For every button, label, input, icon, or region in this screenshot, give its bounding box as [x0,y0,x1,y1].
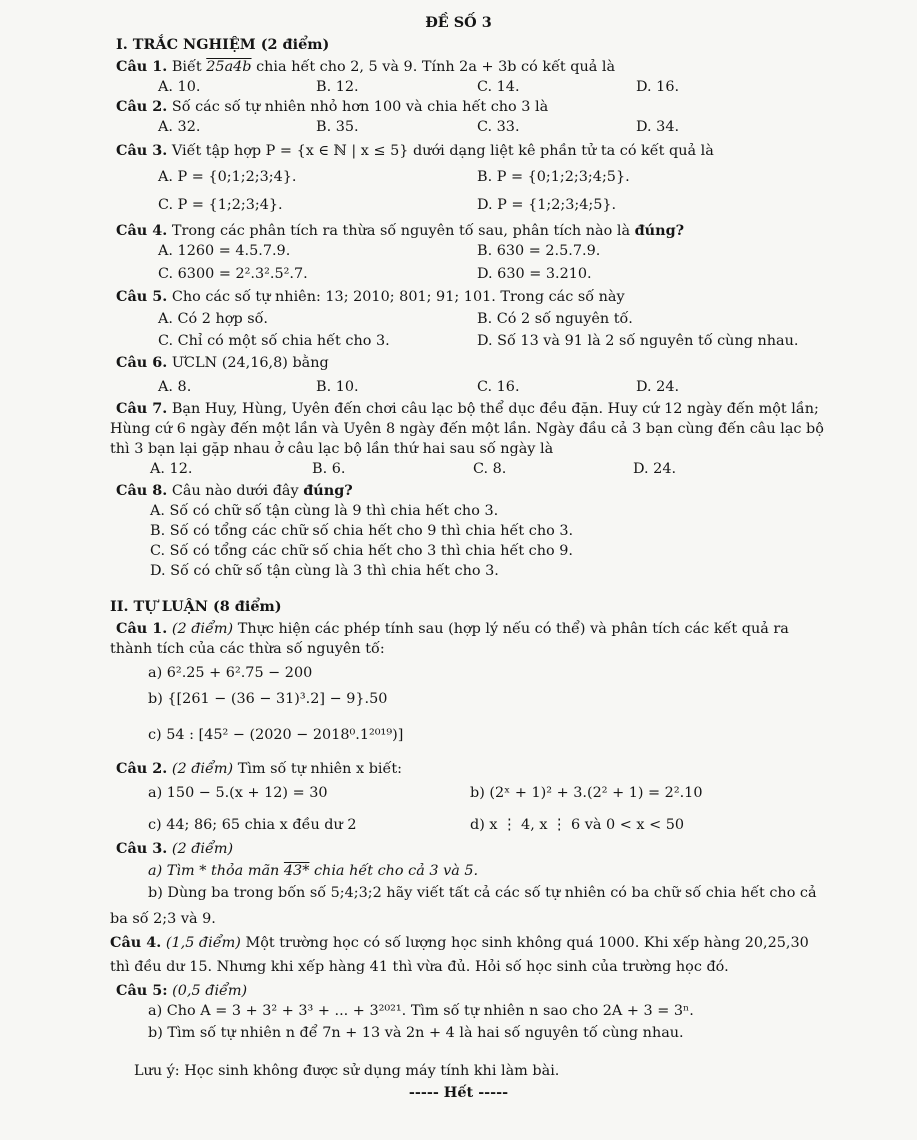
q8-option-a: A. Số có chữ số tận cùng là 9 thì chia hết cho 3. [150,503,499,519]
c3-stem [116,840,233,858]
q5-option-d: D. Số 13 và 91 là 2 số nguyên tố cùng nhau. [477,333,799,349]
q6-option-c: C. 16. [477,379,520,395]
c5-stem [116,982,247,1000]
q7-option-c: C. 8. [473,461,507,477]
q8-option-b: B. Số có tổng các chữ số chia hết cho 9 thì chia hết cho 3. [150,523,574,539]
q2-option-a: A. 32. [158,119,201,135]
q6-text: ƯCLN (24,16,8) bằng [171,355,329,371]
c2-stem [116,760,402,778]
q3-text: Viết tập hợp P = {x ∈ ℕ | x ≤ 5} dưới dạng liệt kê phần tử ta có kết quả là [171,143,714,159]
c1-part-c: c) 54 : [45² − (2020 − 2018⁰.1²⁰¹⁹)] [148,727,404,743]
q3-option-a: A. P = {0;1;2;3;4}. [158,169,297,185]
q7-option-b: B. 6. [312,461,346,477]
q1-option-c: C. 14. [477,79,520,95]
c3-part-a [148,862,478,880]
c4-line1: Một trường học có số lượng học sinh không quá 1000. Khi xếp hàng 20,25,30 [245,935,809,951]
c3-a-post: chia hết cho cả 3 và 5. [314,863,479,879]
c1-line1: Thực hiện các phép tính sau (hợp lý nếu có thể) và phân tích các kết quả ra [237,621,789,637]
c4-line2: thì đều dư 15. Nhưng khi xếp hàng 41 thì vừa đủ. Hỏi số học sinh của trường học đó. [110,959,729,975]
c4-points: (1,5 điểm) [165,935,241,951]
q6-option-a: A. 8. [158,379,192,395]
q4-option-c: C. 6300 = 2².3².5².7. [158,266,308,282]
exam-title: ĐỀ SỐ 3 [425,14,492,31]
c2-label: Câu 2. [116,760,168,777]
q7-option-d: D. 24. [633,461,677,477]
c5-points: (0,5 điểm) [172,983,248,999]
q7-label: Câu 7. [116,400,168,417]
c2-part-b: b) (2ˣ + 1)² + 3.(2² + 1) = 2².10 [470,785,703,801]
c1-points: (2 điểm) [171,621,234,637]
q1-option-b: B. 12. [316,79,359,95]
c4-stem-line1 [110,934,809,952]
c2-part-d: d) x ⋮ 4, x ⋮ 6 và 0 < x < 50 [470,817,685,833]
q1-stem [116,58,615,76]
q7-stem-line1 [116,400,819,418]
q1-label: Câu 1. [116,58,168,75]
q6-option-b: B. 10. [316,379,359,395]
q5-label: Câu 5. [116,288,168,305]
q8-option-d: D. Số có chữ số tận cùng là 3 thì chia hết cho 3. [150,563,499,579]
q3-option-b: B. P = {0;1;2;3;4;5}. [477,169,630,185]
q7-option-a: A. 12. [150,461,193,477]
part2-heading: II. TỰ LUẬN (8 điểm) [110,598,282,615]
q3-stem [116,142,714,160]
q5-option-a: A. Có 2 hợp số. [158,311,269,327]
q1-text-b: chia hết cho 2, 5 và 9. Tính 2a + 3b có kết quả là [256,59,616,75]
c2-part-a: a) 150 − 5.(x + 12) = 30 [148,785,328,801]
q2-label: Câu 2. [116,98,168,115]
c1-part-a: a) 6².25 + 6².75 − 200 [148,665,313,681]
c1-label: Câu 1. [116,620,168,637]
q3-label: Câu 3. [116,142,168,159]
q5-option-c: C. Chỉ có một số chia hết cho 3. [158,333,390,349]
q4-stem [116,222,684,240]
q8-option-c: C. Số có tổng các chữ số chia hết cho 3 thì chia hết cho 9. [150,543,573,559]
q3-option-c: C. P = {1;2;3;4}. [158,197,283,213]
q4-label: Câu 4. [116,222,168,239]
note: Lưu ý: Học sinh không được sử dụng máy tính khi làm bài. [134,1063,560,1079]
c3-a-overline: 43* [283,863,310,879]
q2-text: Số các số tự nhiên nhỏ hơn 100 và chia hết cho 3 là [171,99,549,115]
q6-label: Câu 6. [116,354,168,371]
q1-number-overline: 25a4b [206,59,252,75]
q8-stem [116,482,353,500]
c3-a-pre: a) Tìm * thỏa mãn [148,863,280,879]
c5-part-a: a) Cho A = 3 + 3² + 3³ + ... + 3²⁰²¹. Tìm số tự nhiên n sao cho 2A + 3 = 3ⁿ. [148,1003,694,1019]
c1-line2: thành tích của các thừa số nguyên tố: [110,641,385,657]
part1-heading: I. TRẮC NGHIỆM (2 điểm) [116,36,330,53]
q5-option-b: B. Có 2 số nguyên tố. [477,311,633,327]
end-marker: ----- Hết ----- [408,1084,509,1101]
c3-label: Câu 3. [116,840,168,857]
q7-line1: Bạn Huy, Hùng, Uyên đến chơi câu lạc bộ thể dục đều đặn. Huy cứ 12 ngày đến một lần; [171,401,819,417]
q3-option-d: D. P = {1;2;3;4;5}. [477,197,617,213]
q6-option-d: D. 24. [636,379,680,395]
q7-line3: thì 3 bạn lại gặp nhau ở câu lạc bộ lần thứ hai sau số ngày là [110,441,554,457]
q4-text: Trong các phân tích ra thừa số nguyên tố sau, phân tích nào là [171,223,631,239]
c2-points: (2 điểm) [171,761,234,777]
c2-text: Tìm số tự nhiên x biết: [237,761,403,777]
q2-option-d: D. 34. [636,119,680,135]
q6-stem [116,354,329,372]
c5-part-b: b) Tìm số tự nhiên n để 7n + 13 và 2n + 4 là hai số nguyên tố cùng nhau. [148,1025,684,1041]
q2-stem [116,98,548,116]
q5-text: Cho các số tự nhiên: 13; 2010; 801; 91; 101. Trong các số này [171,289,625,305]
q2-option-c: C. 33. [477,119,520,135]
q4-emphasis: đúng? [634,222,685,239]
q8-label: Câu 8. [116,482,168,499]
c2-part-c: c) 44; 86; 65 chia x đều dư 2 [148,817,357,833]
q8-text: Câu nào dưới đây [171,483,299,499]
c3-part-b-line1: b) Dùng ba trong bốn số 5;4;3;2 hãy viết tất cả các số tự nhiên có ba chữ số chia hết cho cả [148,885,817,901]
q4-option-b: B. 630 = 2.5.7.9. [477,243,601,259]
c5-label: Câu 5: [116,982,168,999]
q2-option-b: B. 35. [316,119,359,135]
q8-emphasis: đúng? [303,482,353,499]
q1-option-d: D. 16. [636,79,680,95]
c1-part-b: b) {[261 − (36 − 31)³.2] − 9}.50 [148,691,388,707]
q4-option-a: A. 1260 = 4.5.7.9. [158,243,291,259]
q7-line2: Hùng cứ 6 ngày đến một lần và Uyên 8 ngày đến một lần. Ngày đầu cả 3 bạn cùng đến câu lạc bộ [110,421,824,437]
c3-part-b-line2: ba số 2;3 và 9. [110,911,216,927]
q1-option-a: A. 10. [158,79,201,95]
q5-stem [116,288,625,306]
c3-points: (2 điểm) [171,841,234,857]
q4-option-d: D. 630 = 3.210. [477,266,592,282]
c4-label: Câu 4. [110,934,162,951]
c1-stem-line1 [116,620,789,638]
q1-text-a: Biết [171,59,202,75]
